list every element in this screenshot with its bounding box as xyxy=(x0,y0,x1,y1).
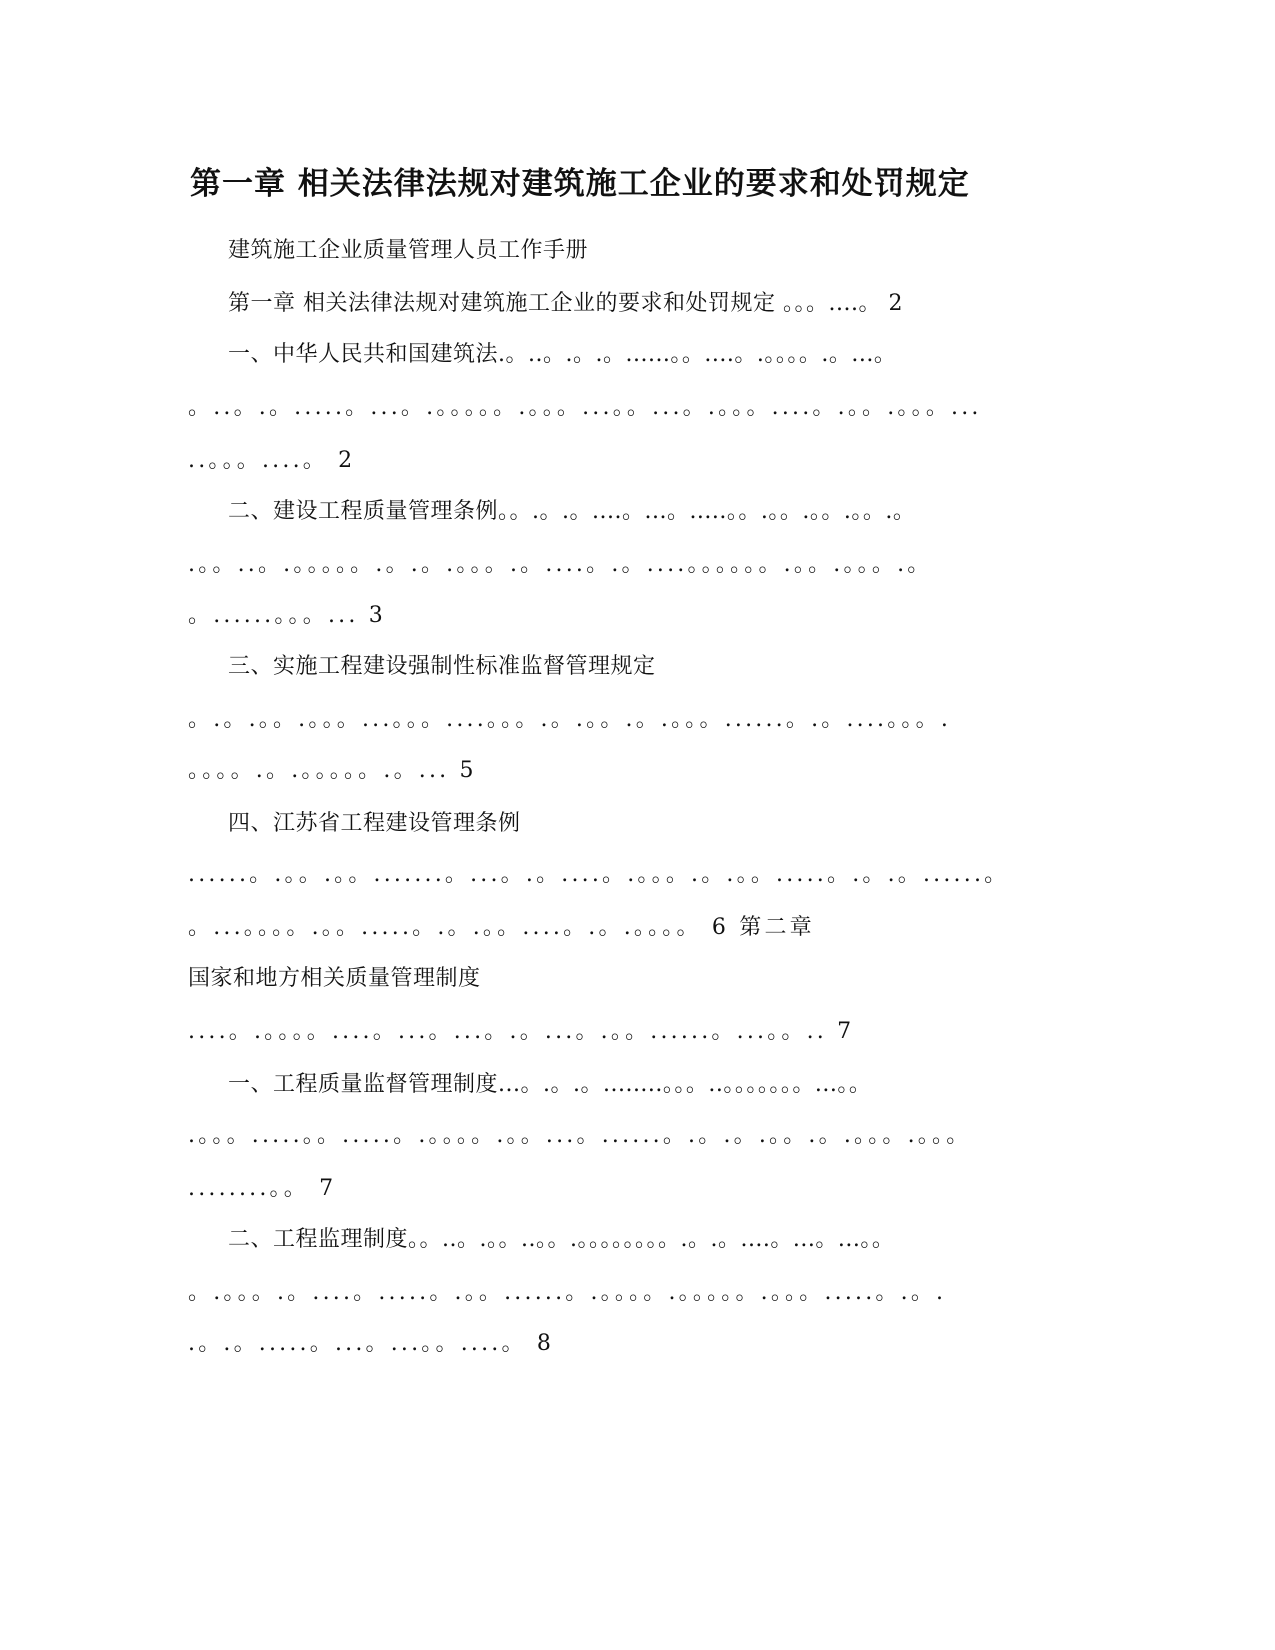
toc-entry-2-1: 一、工程质量监督管理制度...。.。.。........。。。..。。。。。。。...。。 xyxy=(228,1072,872,1097)
toc-entry-2-2: 二、工程监理制度。。..。.。。..。。.。。。。。。。。.。.。....。...。...。。 xyxy=(228,1227,895,1252)
toc-entry-chapter-2: 国家和地方相关质量管理制度 xyxy=(188,966,481,991)
toc-dot-leader: .。。..。.。。。。。.。.。.。。。.。....。.。....。。。。。。.。。.。。。.。 xyxy=(188,552,933,577)
toc-entry-1-2: 二、建设工程质量管理条例。。.。.。....。...。.....。。.。。.。。.。。.。 xyxy=(228,499,916,524)
toc-dot-leader: 。...。。。。.。。.....。.。.。。....。.。.。。。。 6 第二章 xyxy=(188,915,815,940)
toc-dot-leader: 。.。。。.。....。.....。.。。......。.。。。。.。。。。。.。。。.....。.。. xyxy=(188,1280,947,1305)
toc-dot-leader: .。。。.....。。.....。.。。。。.。。...。......。.。.。.。。.。.。。。.。。。 xyxy=(188,1123,972,1148)
toc-dot-leader: 。.。.。。.。。。...。。。....。。。.。.。。.。.。。。......。.。....。。。. xyxy=(188,707,952,732)
toc-entry-1-3: 三、实施工程建设强制性标准监督管理规定 xyxy=(228,654,656,679)
toc-dot-leader: ........。。 7 xyxy=(188,1176,337,1201)
toc-dot-leader: 。..。.。.....。...。.。。。。。.。。。...。。...。.。。。....。.。。.。。。... xyxy=(188,395,982,420)
toc-entry-1-4: 四、江苏省工程建设管理条例 xyxy=(228,811,521,836)
document-title: 第一章 相关法律法规对建筑施工企业的要求和处罚规定 xyxy=(190,166,970,202)
manual-title: 建筑施工企业质量管理人员工作手册 xyxy=(228,238,589,263)
toc-dot-leader: ..。。。....。 2 xyxy=(188,448,356,473)
toc-dot-leader: ....。.。。。。....。...。...。.。...。.。。......。...。。.. 7 xyxy=(188,1019,855,1044)
toc-dot-leader: 。......。。。... 3 xyxy=(188,603,386,628)
toc-entry-1-1: 一、中华人民共和国建筑法.。..。.。.。......。。....。.。。。。.。...。 xyxy=(228,342,897,367)
toc-dot-leader: .。.。.....。...。...。。....。 8 xyxy=(188,1331,555,1356)
toc-dot-leader: ......。.。。.。。.......。...。.。....。.。。。.。.。。.....。.。.。......。 xyxy=(188,862,1010,887)
toc-dot-leader: 。。。。.。.。。。。。.。... 5 xyxy=(188,758,477,783)
toc-entry-chapter-1: 第一章 相关法律法规对建筑施工企业的要求和处罚规定 。。。....。 2 xyxy=(228,291,903,316)
